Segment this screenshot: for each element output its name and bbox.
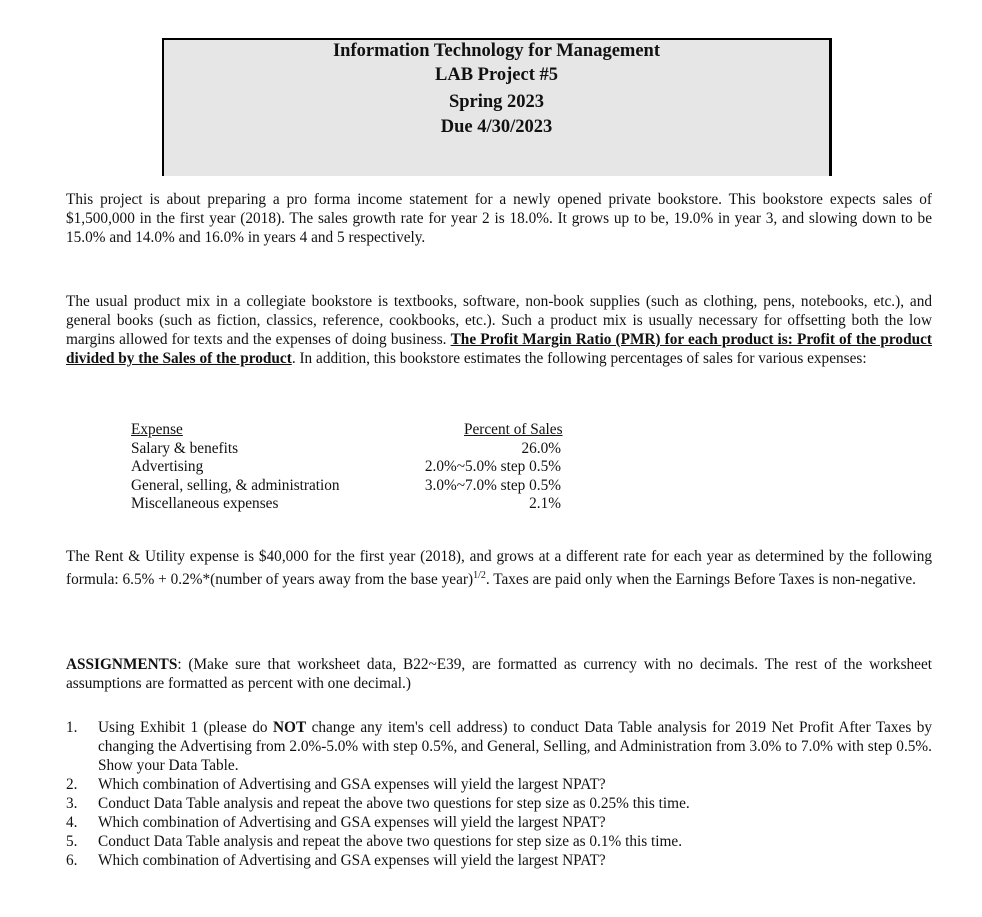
exponent: 1/2 [473, 570, 486, 581]
item-text: Which combination of Advertising and GSA expenses will yield the largest NPAT? [98, 814, 606, 831]
course-title: Information Technology for Management [332, 41, 660, 61]
semester: Spring 2023 [448, 92, 545, 112]
assignments-text: : (Make sure that worksheet data, B22~E39, are formatted as currency with no decimals. The rest of the worksheet assumptions are formatted as percent with one decimal.) [66, 656, 932, 692]
expense-name: Miscellaneous expenses [131, 495, 279, 512]
item-number: 1. [66, 719, 78, 736]
expense-header-row [131, 421, 591, 440]
list-item [66, 718, 932, 775]
item-number: 2. [66, 776, 78, 793]
expense-name: Advertising [131, 458, 204, 475]
item-number: 3. [66, 795, 78, 812]
list-item [66, 832, 932, 851]
expense-value: 2.1% [529, 495, 561, 512]
item-number: 5. [66, 833, 78, 850]
intro-paragraph: This project is about preparing a pro forma income statement for a newly opened private bookstore. This bookstore expects sales of $1,500,000 in the first year (2018). The sales growth rate for year 2 is 18.0%. It grows up to be, 19.0% in year 3, and slowing down to be 15.0% and 14.0% and 16.0% in years 4 and 5 respectively. [66, 191, 932, 246]
list-item [66, 794, 932, 813]
rent-text: The Rent & Utility expense is $40,000 for the first year (2018), and grows at a different rate for each year as determined by the following formula: 6.5% + 0.2%*(number of years away from the base year) [66, 548, 932, 589]
expense-table [131, 421, 591, 514]
item-text: Conduct Data Table analysis and repeat the above two questions for step size as 0.1% this time. [98, 833, 683, 850]
product-mix-text-2: . In addition, this bookstore estimates the following percentages of sales for various expenses: [291, 350, 867, 367]
expense-name: General, selling, & administration [131, 476, 340, 494]
item-number: 6. [66, 852, 78, 869]
expense-value: 2.0%~5.0% step 0.5% [424, 458, 561, 475]
task-list [66, 718, 932, 870]
item-text-2: change any item's cell address) to conduct Data Table analysis for 2019 Net Profit After Taxes by changing the Advertising from 2.0%-5.0% with step 0.5%, and General, Selling, and Administration from 3.0% to 7.0% with step 0.5%. Show your Data Table. [98, 719, 932, 774]
expense-header: Expense [131, 421, 183, 438]
expense-value: 3.0%~7.0% step 0.5% [424, 476, 561, 494]
expense-row [131, 458, 591, 477]
item-text: Conduct Data Table analysis and repeat the above two questions for step size as 0.25% this time. [98, 795, 690, 812]
title-box [162, 38, 832, 176]
assignments-paragraph [66, 655, 932, 693]
percent-header: Percent of Sales [464, 421, 563, 438]
item-text: Using Exhibit 1 (please do [98, 719, 273, 736]
item-text: Which combination of Advertising and GSA expenses will yield the largest NPAT? [98, 852, 606, 869]
expense-value: 26.0% [521, 439, 561, 457]
pmr-definition: The Profit Margin Ratio (PMR) for each product is: Profit of the product divided by the Sales of the product [66, 331, 932, 367]
rent-text-2: . Taxes are paid only when the Earnings Before Taxes is non-negative. [485, 571, 916, 589]
product-mix-paragraph [66, 292, 932, 368]
item-number: 4. [66, 814, 78, 831]
list-item [66, 775, 932, 794]
expense-row [131, 440, 591, 459]
assignments-label: ASSIGNMENTS [66, 656, 178, 673]
expense-row [131, 477, 591, 496]
item-bold: NOT [273, 719, 307, 736]
expense-name: Salary & benefits [131, 439, 239, 457]
product-mix-text: The usual product mix in a collegiate bookstore is textbooks, software, non-book supplies (such as clothing, pens, notebooks, etc.), and general books (such as fiction, classics, reference, cookbooks, etc.). Such a product mix is usually necessary for offsetting both the low margins allowed for texts and the expenses of doing business. [66, 293, 932, 348]
list-item [66, 851, 932, 870]
item-text: Which combination of Advertising and GSA expenses will yield the largest NPAT? [98, 776, 606, 793]
rent-paragraph [66, 547, 932, 589]
due-date: Due 4/30/2023 [440, 117, 553, 137]
project-title: LAB Project #5 [435, 65, 558, 85]
list-item [66, 813, 932, 832]
expense-row [131, 495, 591, 514]
